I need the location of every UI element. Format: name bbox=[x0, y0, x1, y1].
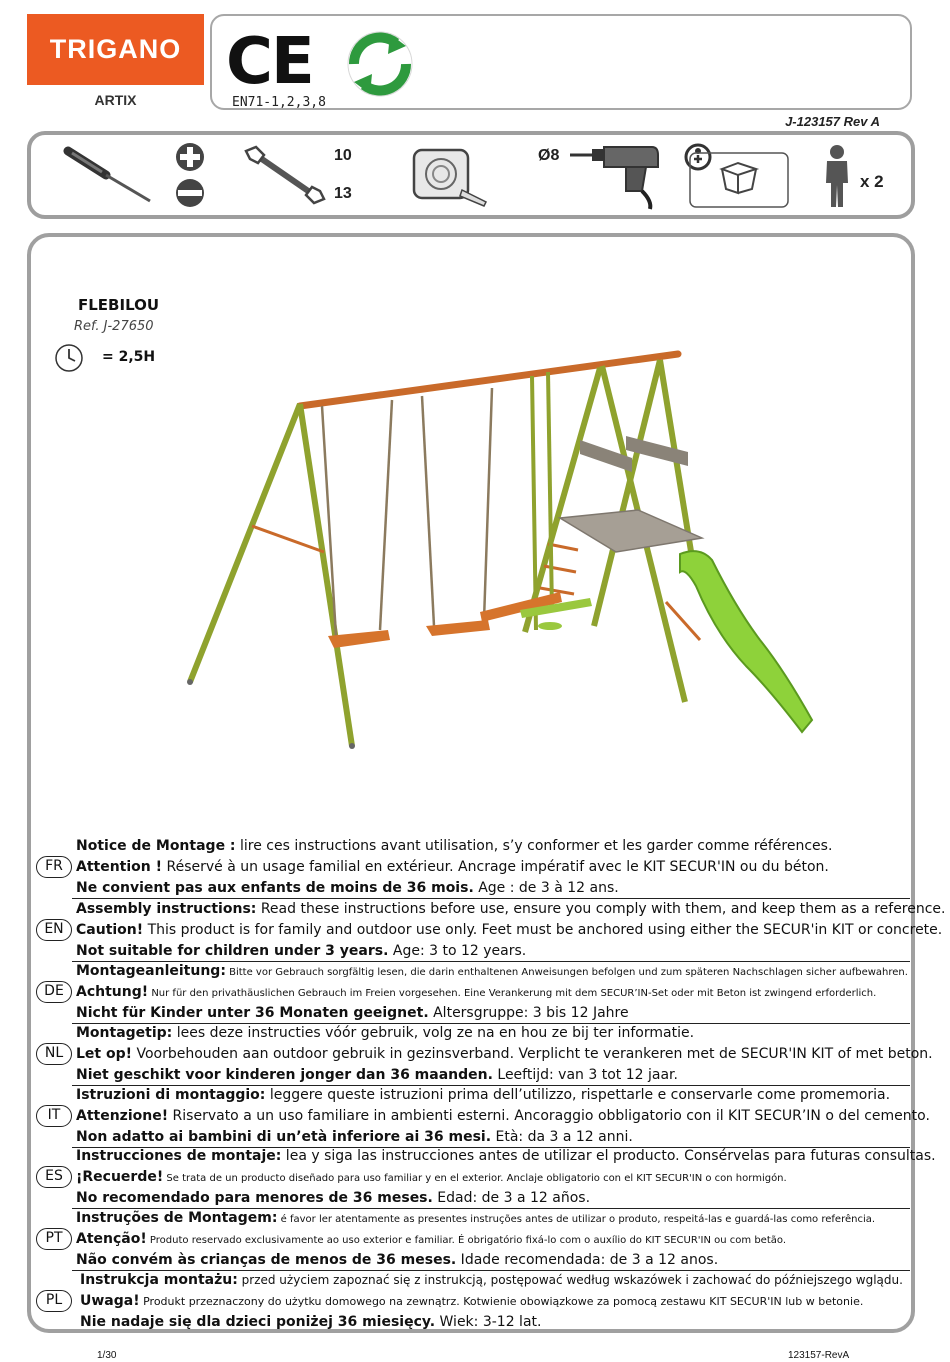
drill-bit-size: Ø8 bbox=[538, 147, 560, 164]
lang-badge-fr: FR bbox=[36, 856, 72, 878]
footer-reference: 123157-RevA bbox=[788, 1350, 850, 1361]
lang-section-es bbox=[34, 1146, 936, 1208]
lang-badge-de: DE bbox=[36, 981, 72, 1003]
wrench-size-10: 10 bbox=[334, 147, 352, 164]
lang-pt-line-2: Atenção! Produto reservado exclusivamente ao uso exterior e familiar. É obrigatório fixá-lo com o auxílio do KIT SECUR'IN ou com betão. bbox=[76, 1231, 787, 1247]
lang-section-fr bbox=[34, 836, 912, 898]
lang-en-line-1: Assembly instructions: Read these instructions before use, ensure you comply with them, and keep them as a reference. bbox=[76, 901, 946, 917]
swing-set-illustration bbox=[180, 340, 820, 750]
lang-pl-line-1: Instrukcja montażu: przed użyciem zapoznać się z instrukcją, postępować według wskazówek i zachować do późniejszego wglądu. bbox=[80, 1272, 903, 1288]
recycling-green-dot-icon bbox=[344, 30, 416, 98]
persons-required: x 2 bbox=[860, 172, 884, 191]
lang-section-pl bbox=[34, 1270, 912, 1332]
lang-fr-line-2: Attention ! Réservé à un usage familial en extérieur. Ancrage impératif avec le KIT SECUR'IN ou du béton. bbox=[76, 859, 829, 875]
lang-es-line-3: No recomendado para menores de 36 meses. Edad: de 3 a 12 años. bbox=[76, 1190, 591, 1206]
lang-section-en bbox=[34, 899, 946, 961]
lang-badge-pt: PT bbox=[36, 1228, 72, 1250]
lang-pt-line-1: Instruções de Montagem: é favor ler atentamente as presentes instruções antes de utilizar o produto, respeitá-las e guardá-las como referência. bbox=[76, 1210, 876, 1226]
lang-badge-pl: PL bbox=[36, 1290, 72, 1312]
lang-en-line-3: Not suitable for children under 3 years. Age: 3 to 12 years. bbox=[76, 943, 527, 959]
plus-minus-screwdriver-icon bbox=[173, 143, 207, 209]
product-reference: Ref. J-27650 bbox=[74, 319, 154, 334]
product-name: FLEBILOU bbox=[78, 296, 160, 314]
screwdriver-icon bbox=[62, 145, 158, 207]
lang-badge-en: EN bbox=[36, 919, 72, 941]
lang-en-line-2: Caution! This product is for family and outdoor use only. Feet must be anchored using either the SECUR'in KIT or concrete. bbox=[76, 922, 943, 938]
clock-icon bbox=[54, 343, 84, 373]
tape-measure-icon bbox=[410, 146, 490, 208]
lang-pl-line-2: Uwaga! Produkt przeznaczony do użytku domowego na zewnątrz. Kotwienie obowiązkowe za pomocą zestawu KIT SECUR'IN lub w betonie. bbox=[80, 1293, 864, 1309]
recycle-packaging-icon bbox=[682, 141, 790, 209]
lang-de-line-2: Achtung! Nur für den privathäuslichen Gebrauch im Freien vorgesehen. Eine Verankerung mit dem SECUR’IN-Set oder mit Beton ist zwingend erforderlich. bbox=[76, 984, 877, 1000]
lang-es-line-2: ¡Recuerde! Se trata de un producto diseñado para uso familiar y en el exterior. Anclaje obligatorio con el KIT SECUR'IN o con hormigón. bbox=[76, 1169, 787, 1185]
document-reference: J-123157 Rev A bbox=[785, 114, 880, 129]
lang-badge-nl: NL bbox=[36, 1043, 72, 1065]
lang-section-nl bbox=[34, 1023, 933, 1085]
lang-it-line-1: Istruzioni di montaggio: leggere queste istruzioni prima dell’utilizzo, rispettarle e conservarle come promemoria. bbox=[76, 1087, 891, 1103]
page-number: 1/30 bbox=[97, 1350, 117, 1361]
lang-nl-line-1: Montagetip: lees deze instructies vóór gebruik, volg ze na en hou ze bij ter informatie. bbox=[76, 1025, 695, 1041]
lang-de-line-3: Nicht für Kinder unter 36 Monaten geeignet. Altersgruppe: 3 bis 12 Jahre bbox=[76, 1005, 629, 1021]
wrench-size-13: 13 bbox=[334, 185, 352, 202]
wrench-icon bbox=[244, 145, 326, 205]
lang-section-de bbox=[34, 961, 912, 1023]
assembly-time: = 2,5H bbox=[102, 349, 156, 365]
drill-icon bbox=[568, 143, 660, 211]
model-name: ARTIX bbox=[94, 92, 137, 108]
lang-fr-line-3: Ne convient pas aux enfants de moins de 36 mois. Age : de 3 à 12 ans. bbox=[76, 880, 619, 896]
lang-badge-es: ES bbox=[36, 1166, 72, 1188]
lang-section-it bbox=[34, 1085, 930, 1147]
brand-logo bbox=[27, 14, 204, 85]
standards-text: EN71-1,2,3,8 bbox=[232, 95, 326, 110]
lang-it-line-3: Non adatto ai bambini di un’età inferiore ai 36 mesi. Età: da 3 a 12 anni. bbox=[76, 1129, 633, 1145]
brand-name: TRIGANO bbox=[49, 34, 182, 64]
lang-pt-line-3: Não convém às crianças de menos de 36 meses. Idade recomendada: de 3 a 12 anos. bbox=[76, 1252, 719, 1268]
lang-nl-line-3: Niet geschikt voor kinderen jonger dan 36 maanden. Leeftijd: van 3 tot 12 jaar. bbox=[76, 1067, 678, 1083]
lang-pl-line-3: Nie nadaje się dla dzieci poniżej 36 miesięcy. Wiek: 3-12 lat. bbox=[80, 1314, 542, 1330]
person-icon bbox=[822, 143, 852, 209]
lang-nl-line-2: Let op! Voorbehouden aan outdoor gebruik in gezinsverband. Verplicht te verankeren met de SECUR'IN KIT of met beton. bbox=[76, 1046, 933, 1062]
ce-mark: CE bbox=[226, 25, 313, 99]
lang-it-line-2: Attenzione! Riservato a un uso familiare in ambienti esterni. Ancoraggio obbligatorio con il KIT SECUR’IN o del cemento. bbox=[76, 1108, 930, 1124]
lang-de-line-1: Montageanleitung: Bitte vor Gebrauch sorgfältig lesen, die darin enthaltenen Anweisungen befolgen und zum späteren Nachschlagen sicher aufbewahren. bbox=[76, 963, 908, 979]
lang-fr-line-1: Notice de Montage : lire ces instructions avant utilisation, s’y conformer et les garder comme références. bbox=[76, 838, 833, 854]
lang-section-pt bbox=[34, 1208, 912, 1270]
lang-badge-it: IT bbox=[36, 1105, 72, 1127]
lang-es-line-1: Instrucciones de montaje: lea y siga las instrucciones antes de utilizar el producto. Consérvelas para futuras consultas. bbox=[76, 1148, 936, 1164]
